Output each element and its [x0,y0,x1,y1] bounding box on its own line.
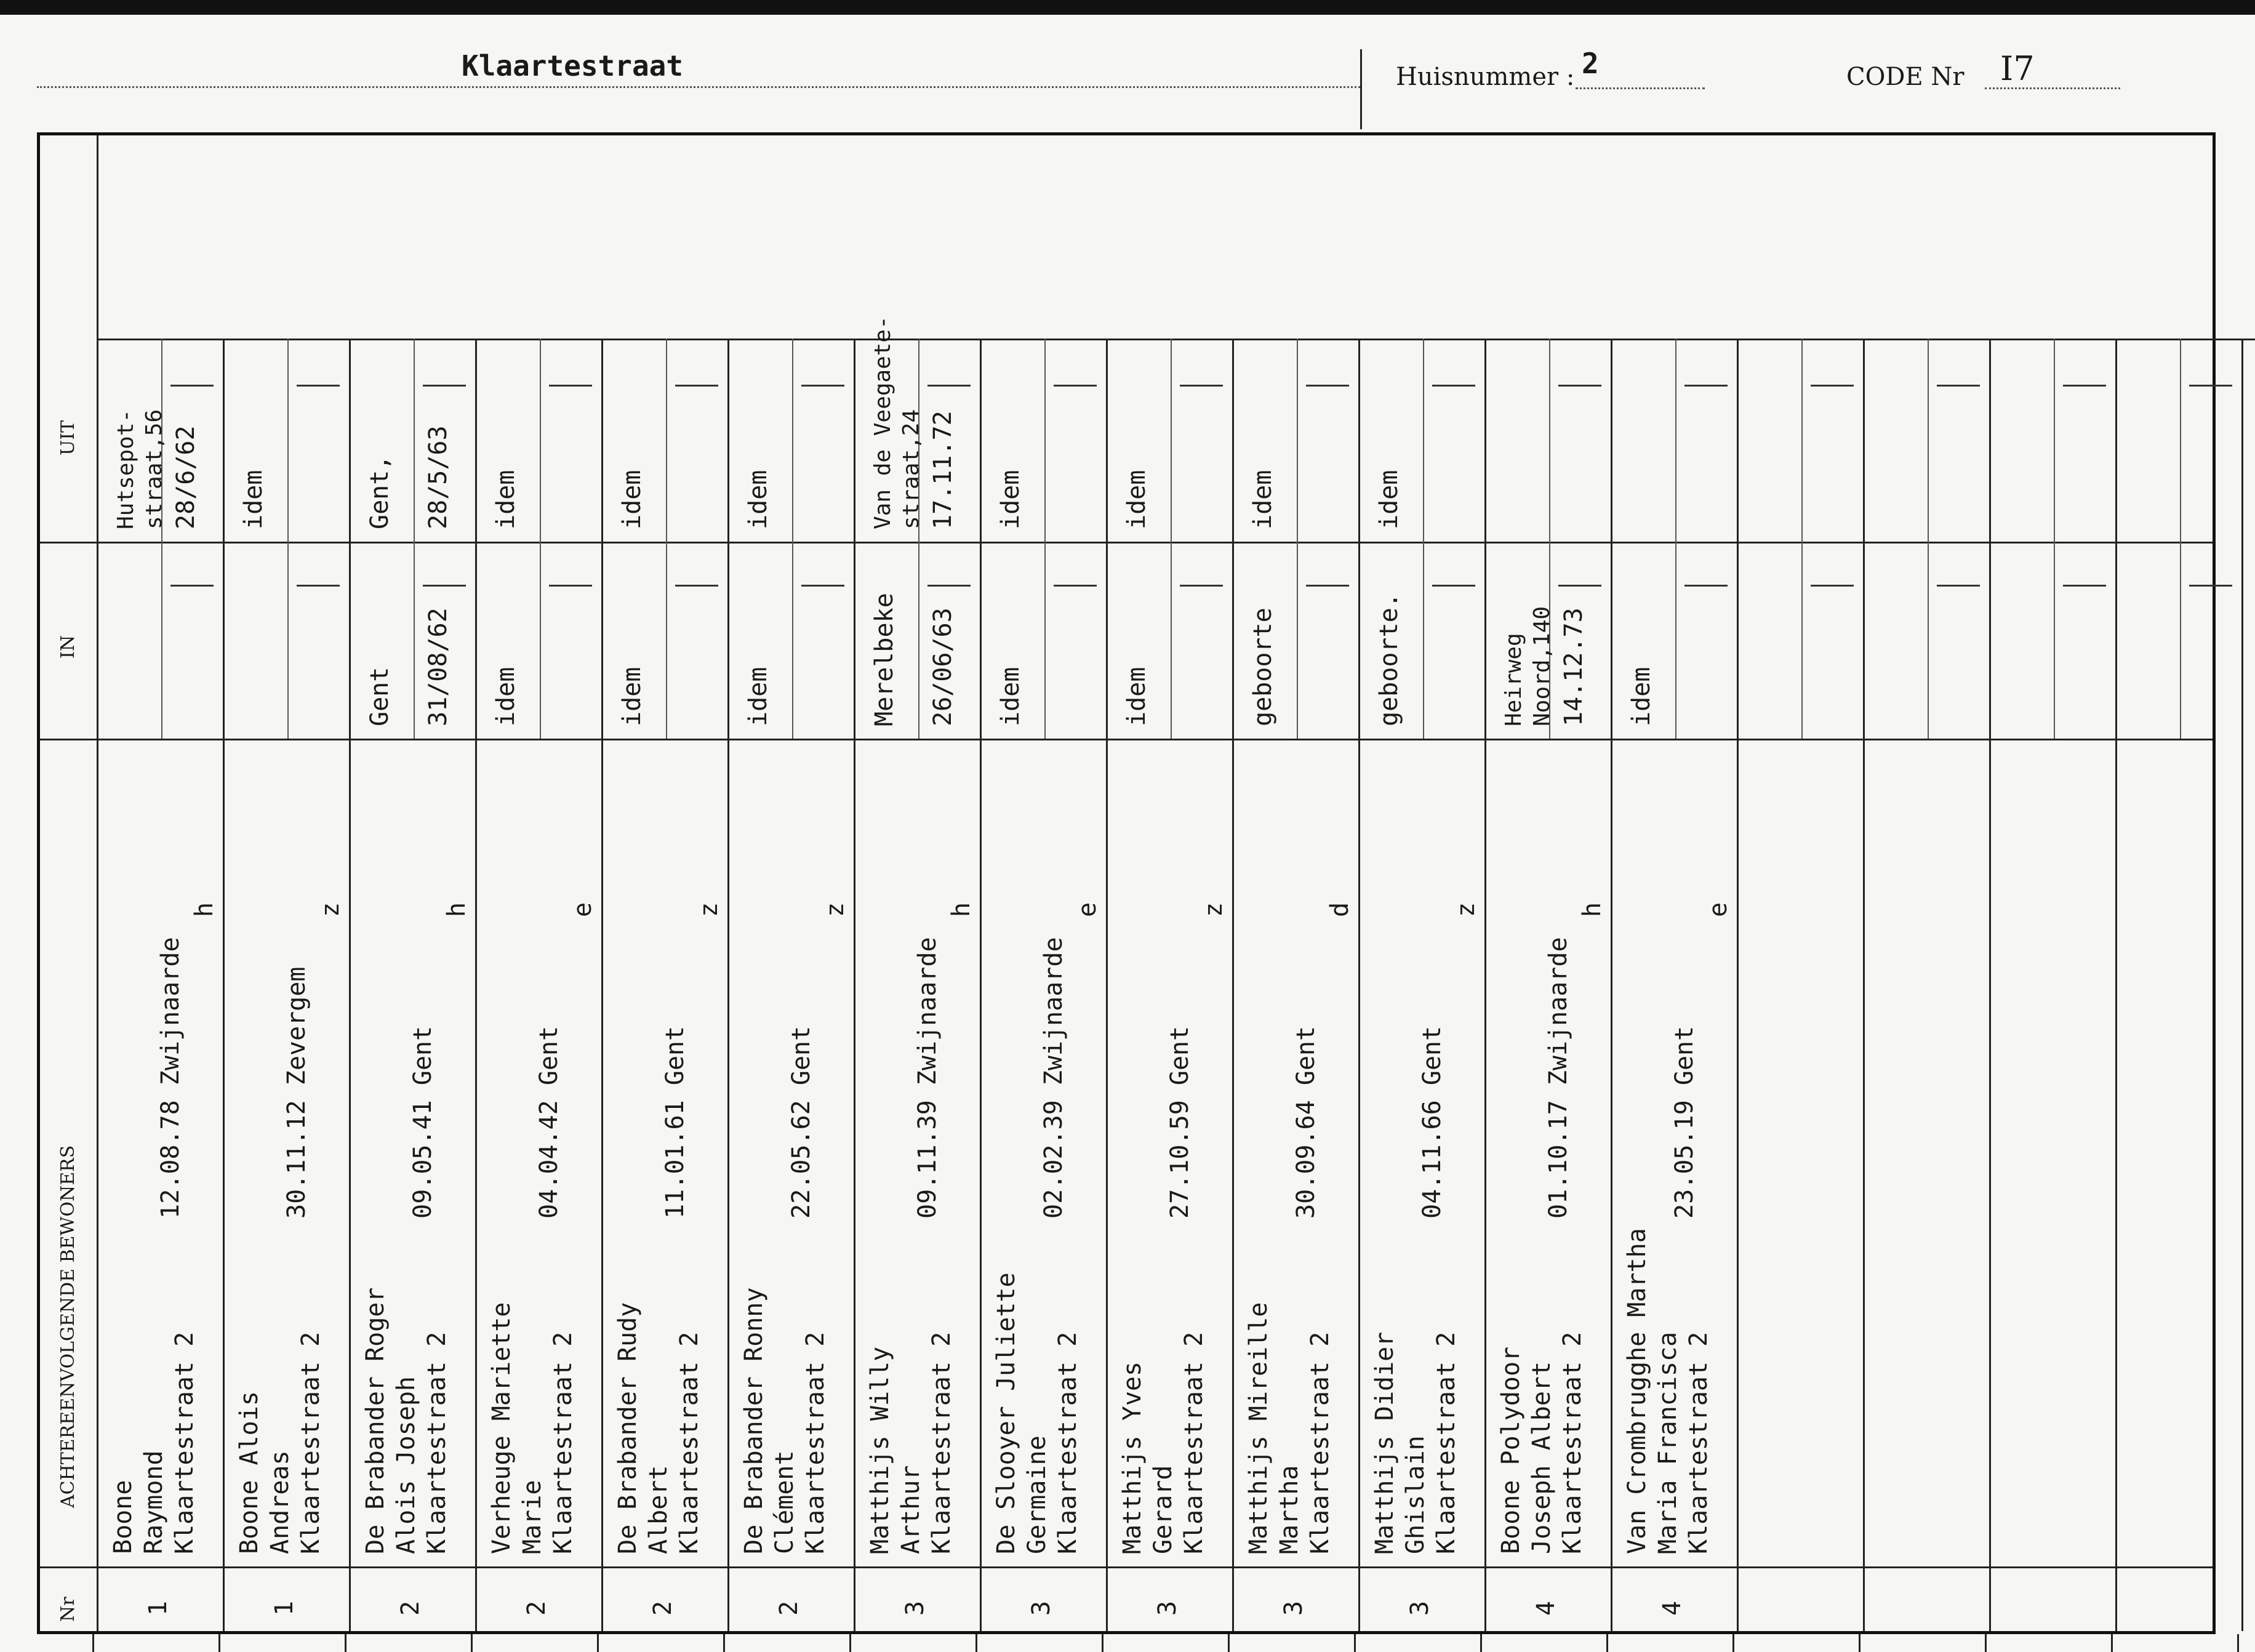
uit-place: Gent, [366,455,394,529]
resident-mark: e [1073,902,1102,917]
column-line [223,339,225,1631]
row-number: 1 [270,1600,298,1616]
street-dotted-line [37,86,1360,88]
resident-name: Boone Alois Andreas Klaartestraat 2 [235,1331,325,1554]
subcolumn-line [1801,339,1803,739]
resident-mark: h [947,902,975,917]
subcolumn-line [666,339,667,739]
register-table [37,132,2216,1634]
in-place: geboorte. [1375,593,1403,726]
in-date: 14.12.73 [1560,607,1588,726]
subcolumn-line [2054,339,2055,739]
blank-dash [1306,585,1349,587]
in-place: geboorte [1249,607,1277,726]
resident-birth: 23.05.19 Gent [1670,1025,1699,1219]
bottom-tick [2237,1634,2239,1652]
street-header [37,37,1360,98]
bottom-tick [345,1634,346,1652]
column-line [601,339,603,1631]
code-dotted-line [1985,87,2120,89]
resident-birth: 11.01.61 Gent [661,1025,689,1219]
blank-dash [1180,585,1223,587]
bottom-tick [2111,1634,2113,1652]
header-separator [1360,49,1362,129]
resident-birth: 04.04.42 Gent [535,1025,563,1219]
uit-place: idem [1249,470,1277,529]
blank-dash [1684,385,1728,387]
uit-place: idem [239,470,268,529]
uit-date: 28/5/63 [424,425,452,529]
in-date: 31/08/62 [424,607,452,726]
row-number: 3 [1280,1600,1308,1616]
column-line [1484,339,1486,1631]
column-line [1232,339,1234,1631]
in-place: idem [492,667,520,726]
subcolumn-line [161,339,162,739]
in-place: Gent [366,667,394,726]
blank-dash [297,385,340,387]
resident-mark: h [1578,902,1606,917]
resident-birth: 09.11.39 Zwijnaarde [913,937,942,1219]
in-date: 26/06/63 [929,607,957,726]
resident-birth: 04.11.66 Gent [1418,1025,1446,1219]
in-place: idem [1627,667,1656,726]
in-place: idem [744,667,772,726]
resident-name: Matthijs Didier Ghislain Klaartestraat 2 [1371,1331,1460,1554]
resident-birth: 30.11.12 Zevergem [282,966,311,1219]
code-value: I7 [2000,49,2035,88]
bottom-tick [1859,1634,1860,1652]
bottom-tick [1102,1634,1103,1652]
resident-mark: d [1326,902,1354,917]
blank-dash [1432,585,1475,587]
resident-name: Van Crombrugghe Martha Maria Francisca Klaartestraat 2 [1623,1228,1713,1554]
uit-place: Hutsepot- straat,56 [113,409,167,529]
bottom-tick [218,1634,220,1652]
uit-column-label: UIT [57,420,79,455]
uit-place: idem [492,470,520,529]
row-number: 2 [396,1600,425,1616]
blank-dash [1054,585,1097,587]
house-number-label: Huisnummer : [1396,63,1575,91]
uit-place: idem [1375,470,1403,529]
resident-birth: 02.02.39 Zwijnaarde [1039,937,1068,1219]
resident-mark: z [316,902,345,917]
column-line [1611,339,1612,1631]
bottom-tick [1985,1634,1987,1652]
blank-dash [1432,385,1475,387]
subcolumn-line [540,339,541,739]
in-place: idem [618,667,646,726]
uit-date: 17.11.72 [929,411,957,529]
blank-dash [1937,585,1980,587]
blank-dash [2063,585,2106,587]
resident-mark: h [443,902,471,917]
in-place: idem [996,667,1025,726]
blank-dash [927,585,971,587]
resident-name: Matthijs Yves Gerard Klaartestraat 2 [1118,1331,1208,1554]
blank-dash [549,585,592,587]
resident-birth: 12.08.78 Zwijnaarde [156,937,185,1219]
house-number-value: 2 [1582,47,1599,80]
blank-dash [170,585,214,587]
blank-dash [675,385,718,387]
uit-place: idem [1123,470,1151,529]
resident-mark: z [695,902,723,917]
resident-mark: h [190,902,218,917]
resident-birth: 22.05.62 Gent [787,1025,815,1219]
uit-place: idem [996,470,1025,529]
blank-dash [2063,385,2106,387]
blank-dash [2189,385,2232,387]
bottom-tick [1606,1634,1608,1652]
resident-mark: z [1200,902,1228,917]
blank-dash [1558,385,1601,387]
blank-dash [1937,385,1980,387]
row-number: 4 [1658,1600,1686,1616]
row-number: 1 [144,1600,172,1616]
resident-name: Boone Raymond Klaartestraat 2 [109,1331,199,1554]
blank-dash [1306,385,1349,387]
blank-dash [927,385,971,387]
row-number: 3 [1406,1600,1434,1616]
resident-name: Matthijs Willy Arthur Klaartestraat 2 [866,1331,956,1554]
subcolumn-line [1297,339,1298,739]
blank-dash [1811,385,1854,387]
resident-birth: 27.10.59 Gent [1166,1025,1194,1219]
in-place: Merelbeke [870,593,899,726]
resident-birth: 30.09.64 Gent [1292,1025,1320,1219]
resident-mark: e [1704,902,1732,917]
bottom-tick [849,1634,851,1652]
blank-dash [423,585,466,587]
uit-date: 28/6/62 [172,425,200,529]
resident-name: De Slooyer Juliette Germaine Klaartestraat 2 [992,1272,1082,1554]
house-number-dotted-line [1576,87,1705,89]
resident-name: Verheuge Mariette Marie Klaartestraat 2 [487,1302,577,1554]
uit-place: Van de Veegaete- straat,24 [870,316,924,529]
column-line [1106,339,1108,1631]
label-column-line [97,135,98,1631]
column-line [980,339,982,1631]
blank-dash [2189,585,2232,587]
blank-dash [423,385,466,387]
bottom-tick [723,1634,725,1652]
subcolumn-line [2180,339,2181,739]
subcolumn-line [1928,339,1929,739]
row-number: 4 [1532,1600,1560,1616]
row-number: 2 [775,1600,803,1616]
blank-dash [801,585,844,587]
row-number: 2 [523,1600,551,1616]
blank-dash [549,385,592,387]
subcolumn-line [792,339,793,739]
column-line [854,339,855,1631]
subcolumn-line [1423,339,1424,739]
bottom-tick [975,1634,977,1652]
section-line [40,739,2213,740]
blank-dash [801,385,844,387]
resident-name: De Brabander Ronny Clément Klaartestraat 2 [740,1287,830,1554]
column-line [727,339,729,1631]
nr-column-label: Nr [57,1597,79,1622]
in-column-label: IN [57,635,79,659]
blank-dash [1811,585,1854,587]
bottom-tick [1228,1634,1230,1652]
column-line [1358,339,1360,1631]
resident-mark: e [569,902,597,917]
section-line [97,339,2255,340]
column-line [1737,339,1739,1631]
blank-dash [1684,585,1728,587]
column-line [1863,339,1865,1631]
row-number: 3 [1153,1600,1182,1616]
bottom-tick [1354,1634,1356,1652]
subcolumn-line [1171,339,1172,739]
resident-name: De Brabander Roger Alois Joseph Klaartestraat 2 [361,1287,451,1554]
residents-column-label: ACHTEREENVOLGENDE BEWONERS [57,1145,79,1508]
blank-dash [170,385,214,387]
blank-dash [675,585,718,587]
section-line [40,542,2213,543]
bottom-tick [597,1634,599,1652]
subcolumn-line [414,339,415,739]
in-place: idem [1123,667,1151,726]
resident-name: Matthijs Mireille Martha Klaartestraat 2 [1244,1302,1334,1554]
bottom-tick [92,1634,94,1652]
subcolumn-line [287,339,289,739]
uit-place: idem [618,470,646,529]
subcolumn-line [1044,339,1046,739]
resident-name: Boone Polydoor Joseph Albert Klaartestraat 2 [1497,1331,1587,1554]
resident-name: De Brabander Rudy Albert Klaartestraat 2 [614,1302,703,1554]
blank-dash [1180,385,1223,387]
resident-birth: 09.05.41 Gent [409,1025,437,1219]
bottom-tick [471,1634,473,1652]
column-line [1989,339,1991,1631]
resident-birth: 01.10.17 Zwijnaarde [1544,937,1572,1219]
subcolumn-line [1675,339,1676,739]
bottom-tick [1480,1634,1482,1652]
resident-mark: z [1452,902,1480,917]
column-line [2115,339,2117,1631]
blank-dash [1558,585,1601,587]
bottom-tick [1732,1634,1734,1652]
column-line [349,339,351,1631]
code-label: CODE Nr [1846,63,1965,91]
in-place: Heirweg Noord,140 [1501,606,1555,726]
scan-top-edge [0,0,2255,15]
row-number: 3 [1027,1600,1055,1616]
blank-dash [297,585,340,587]
column-line [475,339,477,1631]
street-name: Klaartestraat [462,49,684,82]
blank-dash [1054,385,1097,387]
resident-mark: z [821,902,849,917]
row-number: 3 [901,1600,929,1616]
row-number: 2 [649,1600,677,1616]
section-line [40,1566,2213,1568]
uit-place: idem [744,470,772,529]
column-line [2241,339,2243,1631]
